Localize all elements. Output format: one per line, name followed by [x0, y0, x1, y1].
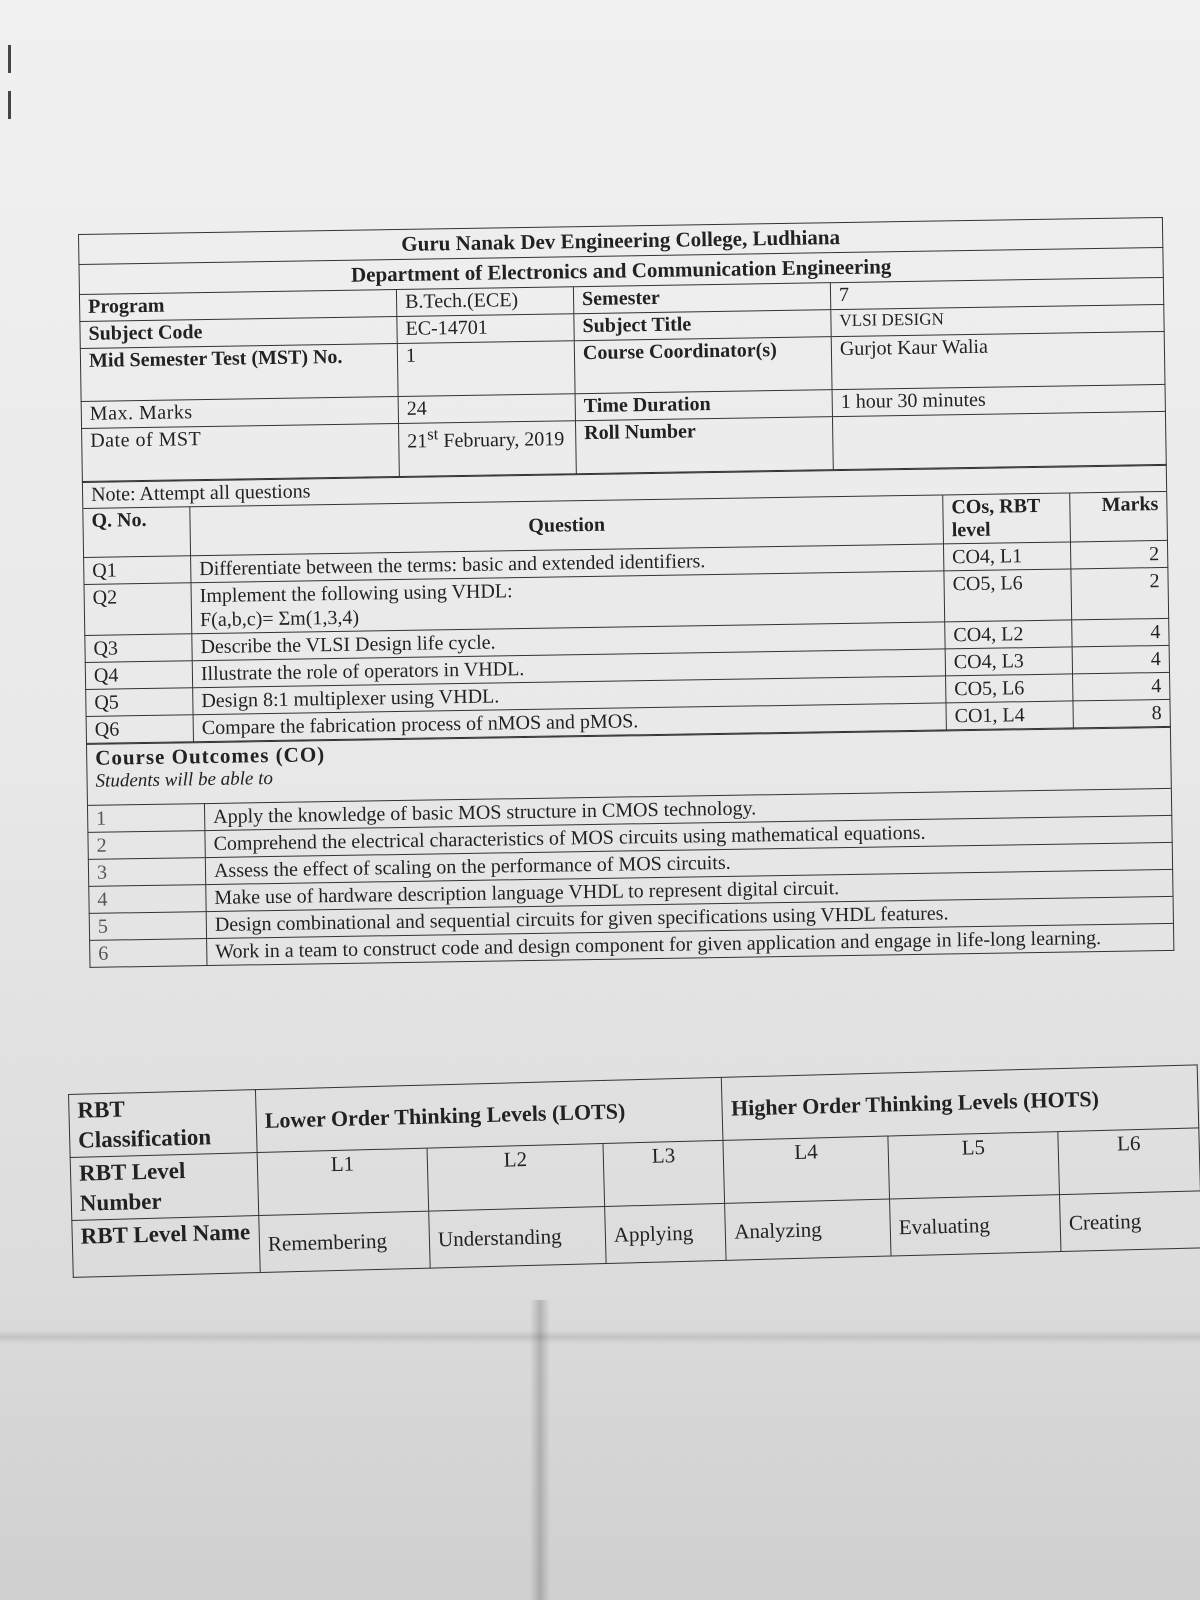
- date-label: Date of MST: [82, 423, 400, 481]
- co-number: 5: [89, 912, 206, 941]
- semester-label: Semester: [573, 283, 830, 314]
- question-text-line1: Implement the following using VHDL:: [199, 580, 513, 608]
- co-text: Design combinational and sequential circuits for given specifications using VHDL features.: [206, 896, 1173, 938]
- rbt-level-1: L1: [257, 1148, 429, 1215]
- lots-heading: Lower Order Thinking Levels (LOTS): [255, 1077, 723, 1152]
- rbt-name-6: Creating: [1060, 1191, 1200, 1252]
- question-paper: [78, 217, 1174, 968]
- question-marks: 4: [1073, 672, 1170, 701]
- question-text: Compare the fabrication process of nMOS and pMOS.: [193, 703, 946, 742]
- rbt-section: [68, 1064, 1200, 1278]
- rbt-level-name-label: RBT Level Name: [72, 1216, 260, 1278]
- time-duration-label: Time Duration: [575, 390, 832, 421]
- rbt-classification-label: RBT Classification: [69, 1090, 258, 1158]
- paper-header-table: [78, 217, 1167, 482]
- paper-fold-vertical: [530, 1300, 550, 1600]
- question-text: Describe the VLSI Design life cycle.: [192, 622, 945, 661]
- program-label: Program: [79, 290, 396, 322]
- rbt-name-4: Analyzing: [725, 1199, 891, 1260]
- question-marks: 8: [1073, 699, 1170, 728]
- hots-heading: Higher Order Thinking Levels (HOTS): [722, 1065, 1199, 1140]
- marks-header: Marks: [1070, 491, 1168, 542]
- time-duration-value: 1 hour 30 minutes: [832, 384, 1165, 416]
- rbt-level-5: L5: [888, 1132, 1060, 1199]
- coordinator-label: Course Coordinator(s): [574, 337, 832, 394]
- co-text: Make use of hardware description language VHDL to represent digital circuit.: [206, 869, 1173, 911]
- question-text: Differentiate between the terms: basic and extended identifiers.: [191, 544, 944, 583]
- question-marks: 2: [1071, 567, 1169, 620]
- rbt-name-2: Understanding: [429, 1206, 606, 1268]
- date-suffix: st: [427, 424, 439, 444]
- question-number: Q1: [84, 556, 191, 585]
- rbt-level-2: L2: [427, 1144, 604, 1212]
- roll-number-label: Roll Number: [575, 417, 833, 474]
- subject-code-label: Subject Code: [80, 317, 397, 349]
- max-marks-label: Max. Marks: [81, 396, 398, 428]
- date-value: [399, 421, 577, 477]
- question-number: Q6: [86, 715, 193, 744]
- question-number: Q3: [85, 634, 192, 663]
- question-header: Question: [190, 495, 944, 556]
- college-name: Guru Nanak Dev Engineering College, Ludhiana: [79, 217, 1163, 264]
- rbt-name-1: Remembering: [259, 1211, 430, 1272]
- course-outcomes-table: [86, 727, 1174, 968]
- cos-header: COs, RBT level: [943, 493, 1071, 544]
- co-text: Work in a team to construct code and design component for given application and engage in life-long learning.: [207, 923, 1174, 965]
- rbt-level-3: L3: [603, 1140, 725, 1206]
- question-marks: 4: [1072, 618, 1169, 647]
- question-number: Q4: [85, 661, 192, 690]
- question-number: Q2: [84, 583, 192, 636]
- question-co: CO4, L3: [945, 647, 1072, 676]
- co-number: 2: [88, 831, 205, 860]
- rbt-level-number-label: RBT Level Number: [70, 1153, 259, 1221]
- question-text: Design 8:1 multiplexer using VHDL.: [193, 676, 946, 715]
- question-co: CO4, L1: [943, 542, 1070, 571]
- question-co: CO1, L4: [946, 701, 1073, 730]
- co-number: 3: [88, 858, 205, 887]
- qno-header: Q. No.: [83, 507, 191, 558]
- course-outcomes-subtitle: Students will be able to: [95, 768, 274, 792]
- questions-table: [82, 465, 1171, 744]
- rbt-name-3: Applying: [605, 1203, 727, 1263]
- question-marks: 2: [1070, 540, 1167, 569]
- coordinator-value: Gurjot Kaur Walia: [831, 331, 1165, 389]
- question-text-line2: F(a,b,c)= Σm(1,3,4): [199, 606, 360, 632]
- rbt-table: [68, 1064, 1200, 1278]
- co-number: 4: [89, 885, 206, 914]
- semester-value: 7: [830, 277, 1163, 309]
- max-marks-value: 24: [398, 394, 575, 424]
- mst-label: Mid Semester Test (MST) No.: [80, 343, 398, 401]
- date-rest: February, 2019: [438, 428, 565, 453]
- co-number: 1: [87, 804, 204, 833]
- co-text: Assess the effect of scaling on the performance of MOS circuits.: [205, 842, 1172, 884]
- course-outcomes-title: Course Outcomes (CO): [95, 742, 326, 770]
- subject-title-label: Subject Title: [574, 310, 831, 341]
- mst-value: 1: [397, 341, 575, 397]
- margin-pen-marks: [8, 45, 11, 130]
- paper-fold-horizontal: [0, 1330, 1200, 1344]
- question-number: Q5: [86, 688, 193, 717]
- date-day: 21: [407, 430, 428, 453]
- question-marks: 4: [1072, 645, 1169, 674]
- co-text: Apply the knowledge of basic MOS structure in CMOS technology.: [204, 788, 1171, 830]
- question-co: CO4, L2: [945, 620, 1072, 649]
- rbt-level-6: L6: [1058, 1128, 1200, 1195]
- question-co: CO5, L6: [944, 569, 1072, 622]
- subject-code-value: EC-14701: [397, 314, 574, 344]
- co-text: Comprehend the electrical characteristics of MOS circuits using mathematical equations.: [205, 815, 1172, 857]
- roll-number-field[interactable]: [832, 411, 1166, 469]
- rbt-level-4: L4: [723, 1136, 889, 1203]
- rbt-name-5: Evaluating: [890, 1195, 1062, 1256]
- note-text: Note: Attempt all questions: [82, 465, 1166, 508]
- program-value: B.Tech.(ECE): [396, 287, 573, 317]
- department-name: Department of Electronics and Communication Engineering: [79, 247, 1163, 294]
- co-number: 6: [90, 939, 207, 968]
- subject-title-value: VLSI DESIGN: [831, 304, 1164, 336]
- question-text: Illustrate the role of operators in VHDL.: [192, 649, 945, 688]
- question-co: CO5, L6: [946, 674, 1073, 703]
